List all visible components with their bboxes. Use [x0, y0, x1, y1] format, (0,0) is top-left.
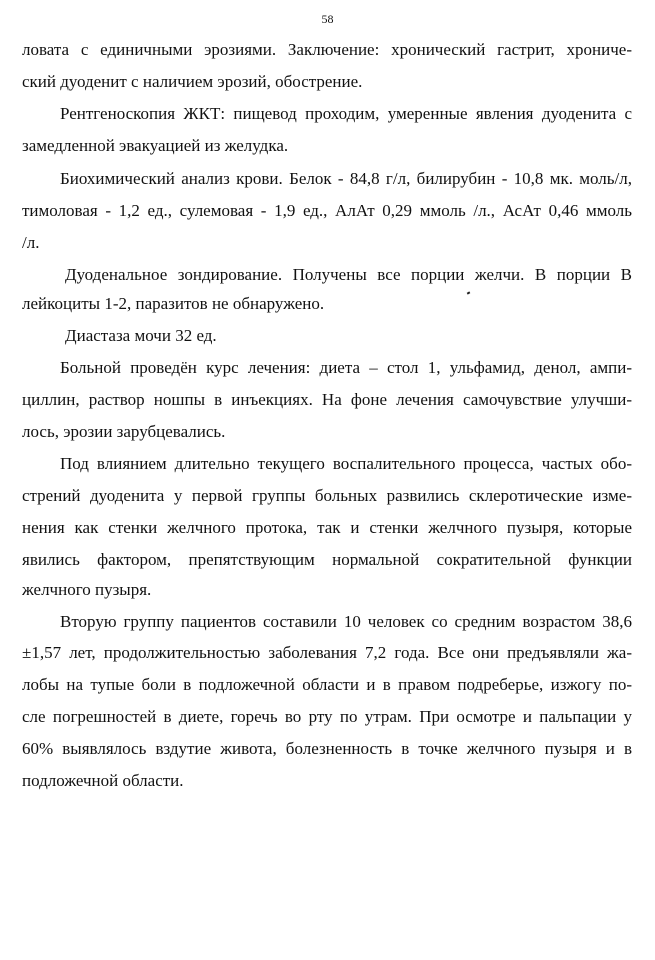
text-line: ский дуоденит с наличием эрозий, обострение. [22, 72, 363, 91]
text-line: 60% выявлялось вздутие живота, болезненность в точке желчного пузыря и в [22, 739, 632, 758]
text-line: нения как стенки желчного протока, так и стенки желчного пузыря, которые [22, 518, 632, 537]
text-line: тимоловая - 1,2 ед., сулемовая - 1,9 ед., АлАт 0,29 ммоль /л., АсАт 0,46 ммоль [22, 201, 632, 220]
text-line: Больной проведён курс лечения: диета – стол 1, ульфамид, денол, ампи- [60, 358, 632, 377]
text-line: Диастаза мочи 32 ед. [65, 326, 217, 345]
page-number: 58 [321, 12, 334, 26]
text-line: Дуоденальное зондирование. Получены все порции желчи. В порции В [65, 265, 632, 284]
text-line: Рентгеноскопия ЖКТ: пищевод проходим, умеренные явления дуоденита с [60, 104, 632, 123]
text-line: замедленной эвакуацией из желудка. [22, 136, 289, 155]
text-line: желчного пузыря. [22, 580, 152, 599]
text-line: /л. [22, 233, 40, 252]
text-line: ловата с единичными эрозиями. Заключение: хронический гастрит, хрониче- [22, 40, 632, 59]
text-line: подложечной области. [22, 771, 184, 790]
text-line: Под влиянием длительно текущего воспалительного процесса, частых обо- [60, 454, 632, 473]
text-line: лобы на тупые боли в подложечной области и в правом подреберье, изжогу по- [22, 675, 632, 694]
text-line: сле погрешностей в диете, горечь во рту по утрам. При осмотре и пальпации у [22, 707, 632, 726]
text-line: ±1,57 лет, продолжительностью заболевания 7,2 года. Все они предъявляли жа- [22, 643, 632, 662]
text-line: лейкоциты 1-2, паразитов не обнаружено. [22, 294, 325, 313]
text-line: стрений дуоденита у первой группы больных развились склеротические изме- [22, 486, 632, 505]
text-line: явились фактором, препятствующим нормальной сократительной функции [22, 550, 632, 569]
text-line: лось, эрозии зарубцевались. [22, 422, 226, 441]
text-line: Вторую группу пациентов составили 10 человек со средним возрастом 38,6 [60, 612, 632, 631]
text-line: циллин, раствор ношпы в инъекциях. На фоне лечения самочувствие улучши- [22, 390, 632, 409]
text-line: Биохимический анализ крови. Белок - 84,8 г/л, билирубин - 10,8 мк. моль/л, [60, 169, 632, 188]
